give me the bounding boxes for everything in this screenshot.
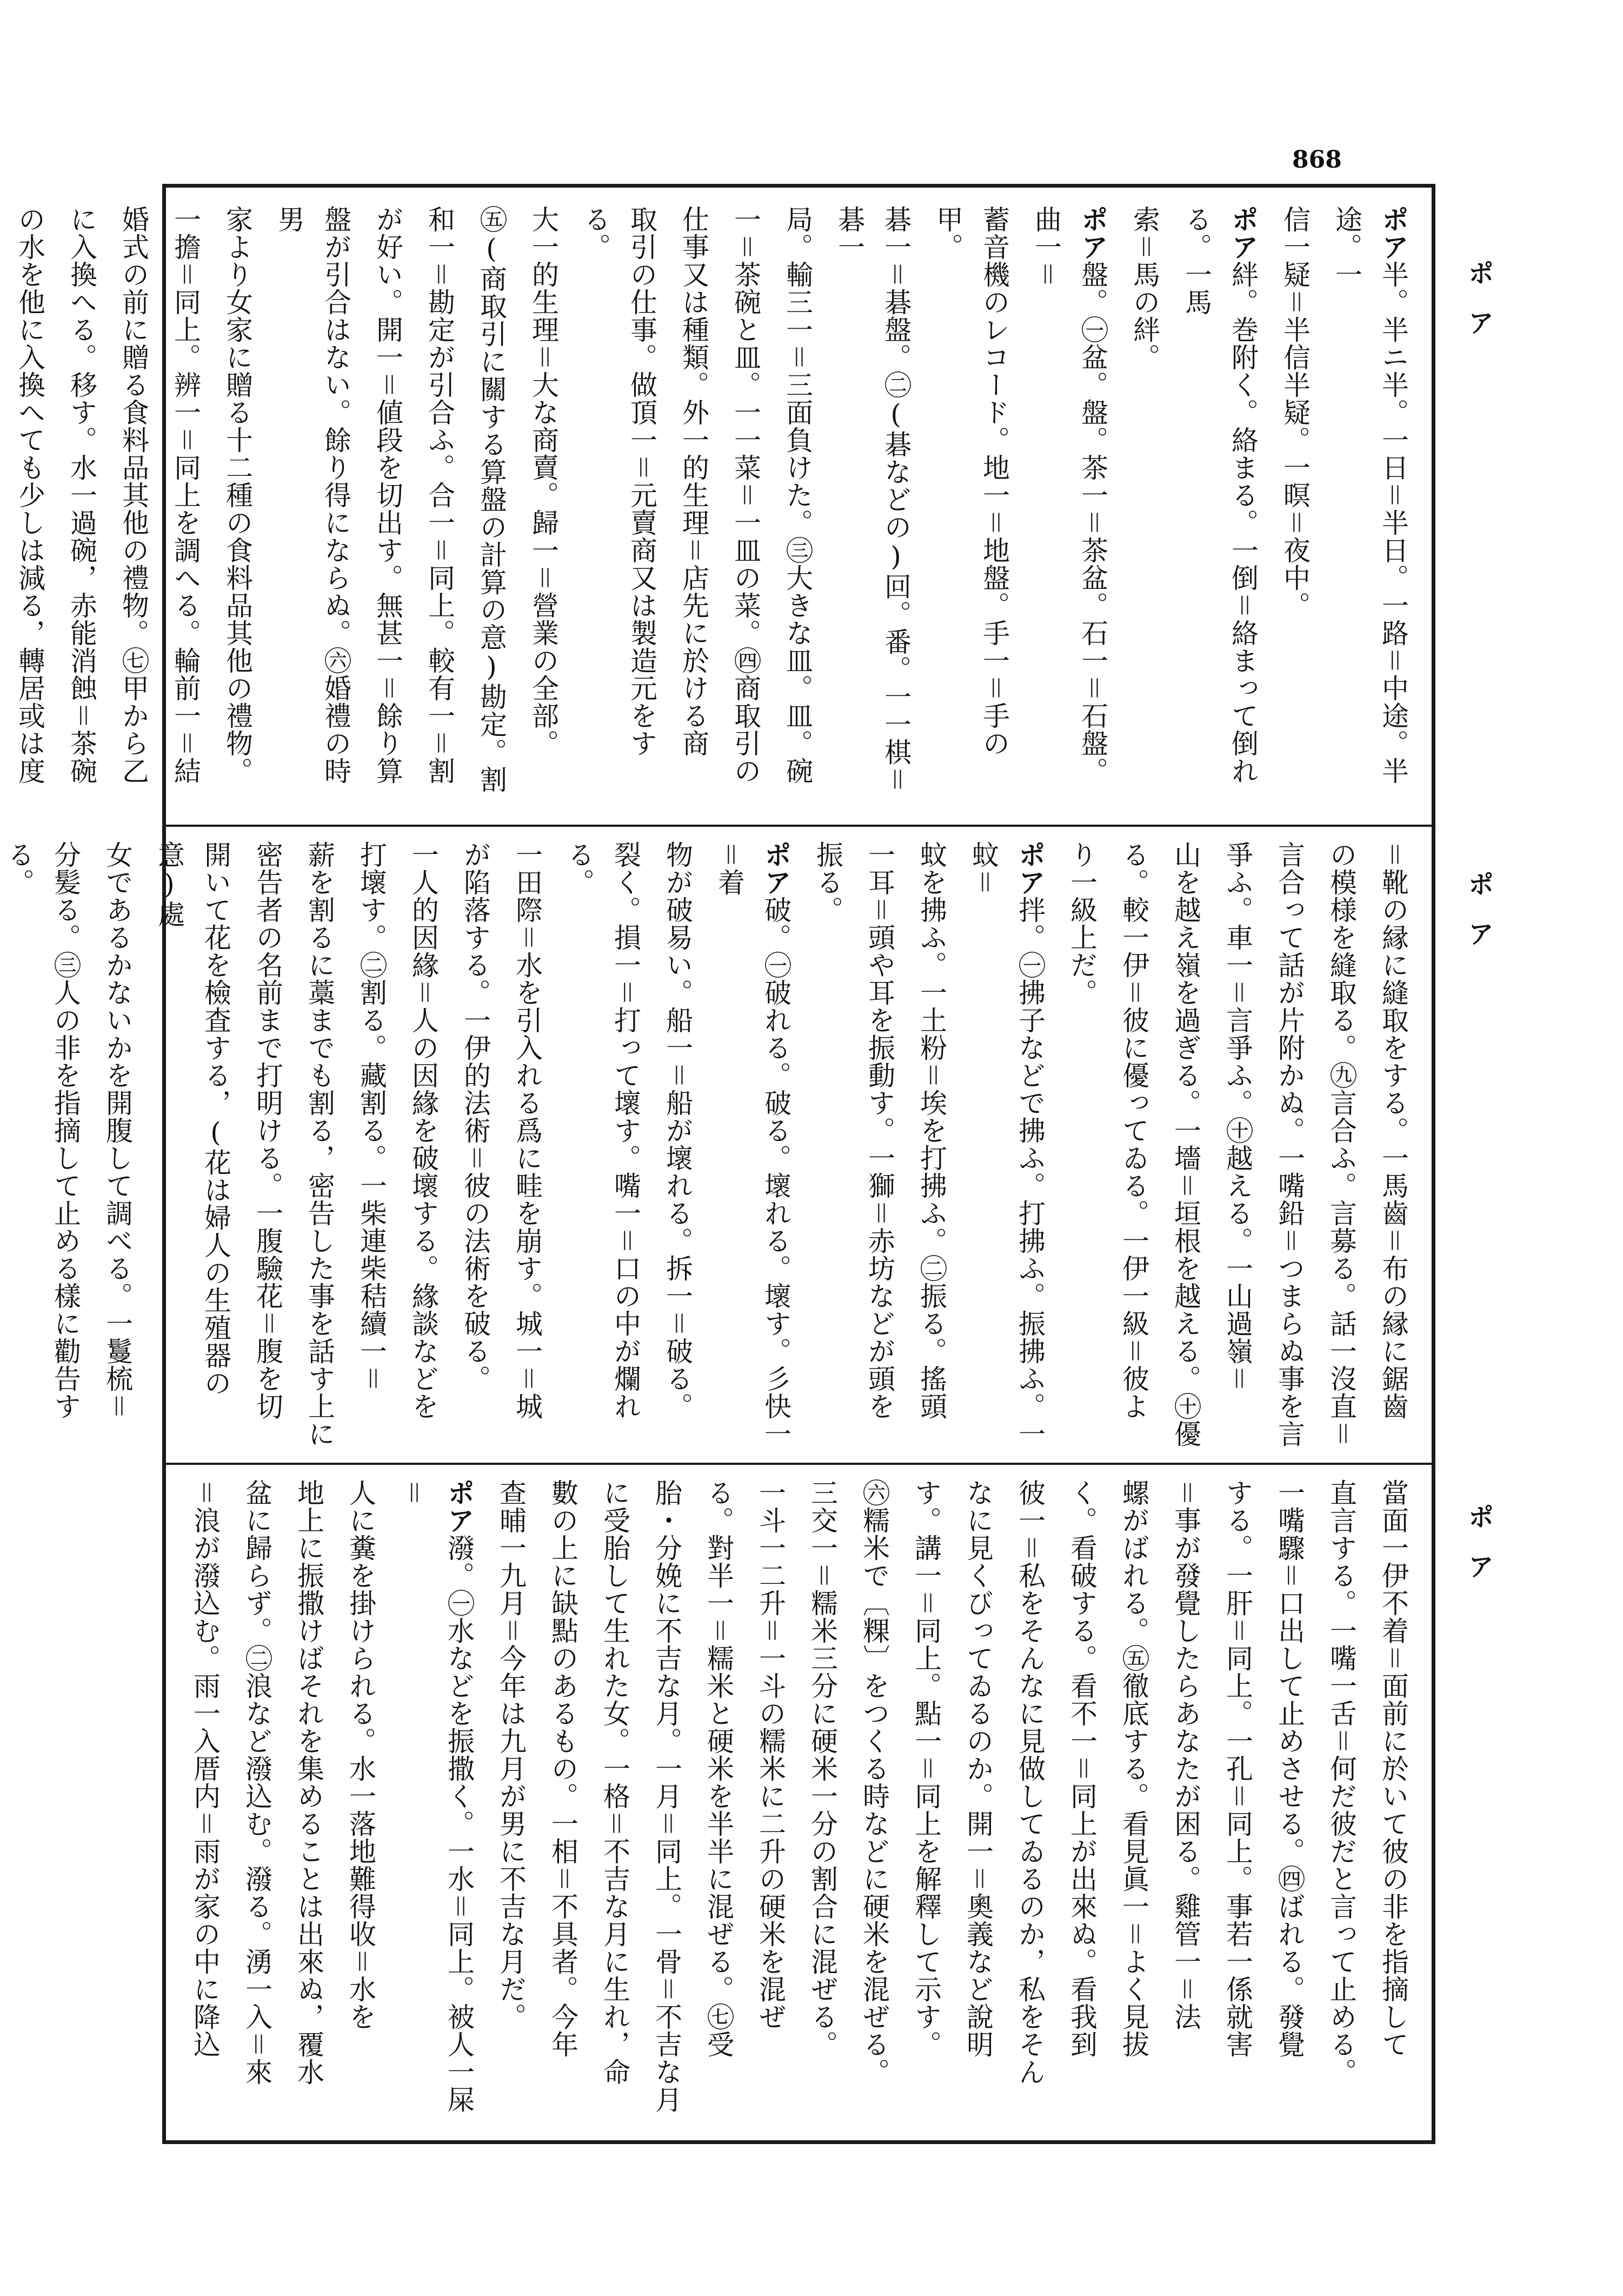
entry-text: 山を越え嶺を過ぎる。一墻＝垣根を越える。㊉優 — [1170, 841, 1201, 1448]
entry-column — [695, 1479, 742, 2125]
entry-column — [337, 1479, 384, 2125]
entry-column — [1059, 1479, 1105, 2125]
entry-text: 信一疑＝半信半疑。一暝＝夜中。 — [1279, 205, 1311, 619]
entry-column — [0, 841, 89, 1449]
entry-column — [903, 1479, 949, 2125]
entry-text: が陷落する。一伊的法術＝彼の法術を破る。 — [460, 841, 491, 1392]
entry-text: ＝浪が潑込む。雨一入厝内＝雨が家の中に降込 — [189, 1479, 221, 2058]
entry-text: 盆に歸らず。㊁浪など潑込む。潑る。湧一入＝來 — [241, 1479, 272, 2086]
entry-text: 蓄音機のレコード。地一＝地盤。手一＝手の甲。 — [932, 205, 1010, 757]
band-divider — [162, 1463, 1435, 1465]
entry-column — [1318, 1479, 1365, 2125]
entry-text: 當面一伊不着＝面前に於いて彼の非を指摘して — [1378, 1479, 1409, 2058]
entry-column — [774, 205, 821, 811]
entry-column — [955, 1479, 1001, 2125]
entry-text: 取引の仕事。做頂一＝元賣商又は製造元をする。 — [580, 205, 657, 757]
entry-column — [1214, 1479, 1261, 2125]
entry-column — [94, 841, 141, 1449]
entry-text: 一＝茶碗と皿。一一菜＝一皿の菜。㊃商取引の — [730, 205, 761, 785]
entry-text: 爭ふ。車一＝言爭ふ。㊉越える。一山過嶺＝ — [1222, 841, 1253, 1392]
entry-text: 三交一＝糯米三分に硬米一分の割合に混ぜる。 — [807, 1479, 838, 2058]
column-group — [182, 1479, 1416, 2125]
entry-text: 潑。㊀水などを振撒く。一水＝同上。被人一屎＝ — [397, 1479, 475, 2113]
entry-column — [826, 205, 919, 811]
index-column — [1449, 200, 1498, 2147]
column-group — [0, 205, 1416, 811]
entry-column — [670, 205, 717, 811]
entry-column — [296, 841, 343, 1449]
entry-text: ㊄(商取引に關する算盤の計算の意)勘定。割 — [476, 205, 507, 793]
column-group — [0, 841, 1416, 1449]
entry-column — [924, 205, 1017, 811]
entry-column — [799, 1479, 846, 2125]
entry-column — [416, 205, 463, 811]
entry-text: 盤。㊀盆。盤。茶一＝茶盆。石一＝石盤。曲一＝ — [1030, 205, 1108, 785]
entry-column — [0, 205, 53, 811]
entry-column — [856, 841, 903, 1449]
entry-text: なに見くびってゐるのか。開一＝奧義など說明 — [962, 1479, 994, 2058]
headword-reading: ポア — [1077, 205, 1109, 261]
entry-column — [1059, 841, 1105, 1449]
entry-text: く。看破する。看不一＝同上が出來ぬ。看我到 — [1066, 1479, 1097, 2058]
entry-text: 女であるかないかを開腹して調べる。一鬘梳＝ — [102, 841, 133, 1420]
entry-text: 一嘴驟＝口出して止めさせる。㊃ばれる。發覺 — [1274, 1479, 1305, 2058]
entry-text: ＝靴の縁に縫取をする。一馬齒＝布の縁に鋸齒 — [1378, 841, 1409, 1420]
entry-text: 打壞す。㊁割る。藏割る。一柴連柴秸續一＝ — [356, 841, 387, 1392]
entry-text: 螺がばれる。㊄徹底する。看見眞一＝よく見拔 — [1118, 1479, 1149, 2058]
entry-text: 胎・分娩に不吉な月。一月＝同上。一骨＝不吉な月 — [651, 1479, 682, 2113]
entry-column — [58, 205, 105, 811]
entry-column — [1121, 205, 1168, 811]
entry-column — [110, 205, 157, 811]
entry-text: 蚊を拂ふ。一土粉＝埃を打拂ふ。㊁振る。搖頭 — [916, 841, 947, 1420]
entry-text: ㊅糯米で〔粿〕をつくる時などに硬米を混ぜる。 — [859, 1479, 890, 2086]
entry-text: 開いて花を檢査する，(花は婦人の生殖器の意)處 — [154, 841, 231, 1397]
entry-column — [1370, 1479, 1416, 2125]
headword-reading: ポア — [1227, 205, 1259, 261]
entry-text: の模様を縫取る。㊈言合ふ。言募る。話一沒直＝ — [1326, 841, 1357, 1448]
entry-column — [1162, 1479, 1209, 2125]
entry-column — [452, 841, 498, 1449]
entry-text: 家より女家に贈る十二種の食料品其他の禮物。 — [222, 205, 253, 785]
index-label: ポ ア — [1464, 1503, 1494, 1576]
entry-column — [804, 841, 851, 1449]
entry-text: す。講一＝同上。點一＝同上を解釋して示す。 — [910, 1479, 942, 2058]
entry-column — [706, 841, 799, 1449]
entry-text: 人に糞を掛けられる。水一落地難得收＝水を — [345, 1479, 376, 2030]
entry-column — [908, 841, 955, 1449]
entry-text: に受胎して生れた女。一格＝不吉な月に生れ，命 — [599, 1479, 630, 2086]
entry-column — [244, 841, 291, 1449]
entry-column — [1266, 1479, 1313, 2125]
entry-column — [146, 841, 239, 1449]
entry-column — [1110, 1479, 1157, 2125]
entry-column — [468, 205, 515, 811]
entry-text: り一級上だ。 — [1066, 841, 1097, 1006]
entry-column — [488, 1479, 534, 2125]
dictionary-band-top — [14, 205, 1416, 811]
entry-text: 一田際＝水を引入れる爲に畦を崩す。城一＝城 — [511, 841, 543, 1420]
entry-text: 仕事又は種類。外一的生理＝店先に於ける商 — [678, 205, 709, 757]
entry-column — [851, 1479, 897, 2125]
entry-text: 直言する。一嘴一舌＝何だ彼だと言って止める。 — [1326, 1479, 1357, 2086]
entry-column — [960, 841, 1053, 1449]
entry-text: 婚式の前に贈る食料品其他の禮物。㊆甲から乙 — [118, 205, 149, 785]
entry-text: 碁一＝碁盤。㊁(碁などの)回。番。一一棋＝碁一 — [834, 205, 912, 793]
entry-text: 大一的生理＝大な商賣。歸一＝營業の全部。 — [528, 205, 559, 757]
entry-text: る。對半一＝糯米と硬米を半半に混ぜる。㊆受 — [703, 1479, 734, 2058]
entry-text: 局。輸三一＝三面負けた。㊂大きな皿。皿。碗 — [782, 205, 813, 785]
entry-column — [540, 1479, 586, 2125]
entry-text: 和一＝勘定が引合ふ。合一＝同上。較有一＝割 — [424, 205, 455, 785]
headword-reading: ポア — [1014, 841, 1046, 896]
entry-column — [162, 205, 209, 811]
entry-text: ＝事が發覺したらあなたが困る。雞管一＝法 — [1170, 1479, 1201, 2030]
entry-text: 地上に振撒けばそれを集めることは出來ぬ，覆水 — [293, 1479, 324, 2086]
entry-column — [1318, 841, 1365, 1449]
entry-text: 密告者の名前まで打明ける。一腹驗花＝腹を切 — [252, 841, 283, 1420]
headword-reading: ポア — [443, 1479, 475, 1534]
entry-text: が好い。開一＝値段を切出す。無甚一＝餘り算 — [372, 205, 403, 785]
entry-text: 盤が引合はない。餘り得にならぬ。㊅婚禮の時男 — [274, 205, 351, 785]
dictionary-band-bottom — [184, 1479, 1416, 2125]
headword-reading: ポア — [1378, 205, 1409, 261]
entry-text: の水を他に入換へても少しは減る，轉居或は度 — [14, 205, 45, 785]
entry-column — [214, 205, 261, 811]
entry-column — [285, 1479, 332, 2125]
entry-text: 分髪る。㊂人の非を指摘して止める樣に勸告する。 — [3, 841, 81, 1420]
dictionary-band-middle — [3, 841, 1416, 1449]
entry-text: 薪を割るに藁までも割る，密告した事を話す上に — [304, 841, 335, 1448]
entry-text: する。一肝＝同上。一孔＝同上。事若一係就害 — [1222, 1479, 1253, 2058]
entry-column — [654, 841, 701, 1449]
entry-column — [1023, 205, 1116, 811]
page-number: 868 — [1292, 146, 1342, 174]
entry-column — [643, 1479, 690, 2125]
entry-column — [364, 205, 411, 811]
entry-text: 破。㊀破れる。破る。壞れる。壞す。彡快一＝着 — [714, 841, 791, 1448]
entry-column — [182, 1479, 228, 2125]
entry-column — [1272, 205, 1318, 811]
entry-column — [1214, 841, 1261, 1449]
entry-text: に入換へる。移す。水一過碗，赤能消蝕＝茶碗 — [66, 205, 97, 785]
entry-text: 絆。巻附く。絡まる。一倒＝絡まって倒れる。一馬 — [1181, 205, 1259, 785]
entry-column — [389, 1479, 482, 2125]
entry-column — [722, 205, 769, 811]
entry-column — [234, 1479, 280, 2125]
entry-column — [520, 205, 567, 811]
entry-column — [1173, 205, 1266, 811]
entry-column — [1162, 841, 1209, 1449]
entry-text: 一人的因緣＝人の因緣を破壞する。緣談などを — [408, 841, 439, 1420]
entry-text: 言合って話が片附かぬ。一嘴鉛＝つまらぬ事を言 — [1274, 841, 1305, 1448]
band-divider — [162, 825, 1435, 827]
entry-text: 半。半ニ半。一日＝半日。一路＝中途。半途。一 — [1331, 205, 1409, 785]
entry-text: 物が破易い。船一＝船が壞れる。拆一＝破る。 — [662, 841, 693, 1420]
entry-column — [556, 841, 649, 1449]
entry-text: 拌。㊀拂子などで拂ふ。打拂ふ。振拂ふ。一蚊＝ — [968, 841, 1046, 1448]
index-label: ポ ア — [1464, 871, 1494, 943]
entry-text: 查晡一九月＝今年は九月が男に不吉な月だ。 — [495, 1479, 527, 2030]
entry-column — [1110, 841, 1157, 1449]
entry-text: る。較一伊＝彼に優ってゐる。一伊一級＝彼よ — [1118, 841, 1149, 1420]
entry-column — [504, 841, 550, 1449]
entry-column — [1266, 841, 1313, 1449]
entry-column — [1007, 1479, 1053, 2125]
entry-column — [1370, 841, 1416, 1449]
headword-reading: ポア — [760, 841, 792, 896]
entry-column — [572, 205, 665, 811]
index-label: ポ ア — [1464, 260, 1494, 332]
entry-text: 索＝馬の絆。 — [1129, 205, 1160, 371]
entry-text: 彼一＝私をそんなに見做してゐるのか，私をそん — [1014, 1479, 1046, 2086]
entry-text: 裂く。損一＝打って壞す。嘴一＝口の中が爛れる。 — [563, 841, 641, 1420]
entry-text: 振る。 — [812, 841, 843, 924]
entry-column — [266, 205, 359, 811]
entry-column — [591, 1479, 638, 2125]
entry-text: 一耳＝頭や耳を振動す。一獅＝赤坊などが頭を — [864, 841, 895, 1420]
entry-text: 一擔＝同上。辨一＝同上を調へる。輪前一＝結 — [170, 205, 201, 785]
entry-column — [400, 841, 447, 1449]
entry-column — [747, 1479, 794, 2125]
entry-column — [1323, 205, 1416, 811]
entry-text: 數の上に缺點のあるもの。一相＝不具者。今年 — [547, 1479, 578, 2058]
entry-column — [348, 841, 395, 1449]
entry-text: 一斗一二升＝一斗の糯米に二升の硬米を混ぜ — [755, 1479, 786, 2030]
